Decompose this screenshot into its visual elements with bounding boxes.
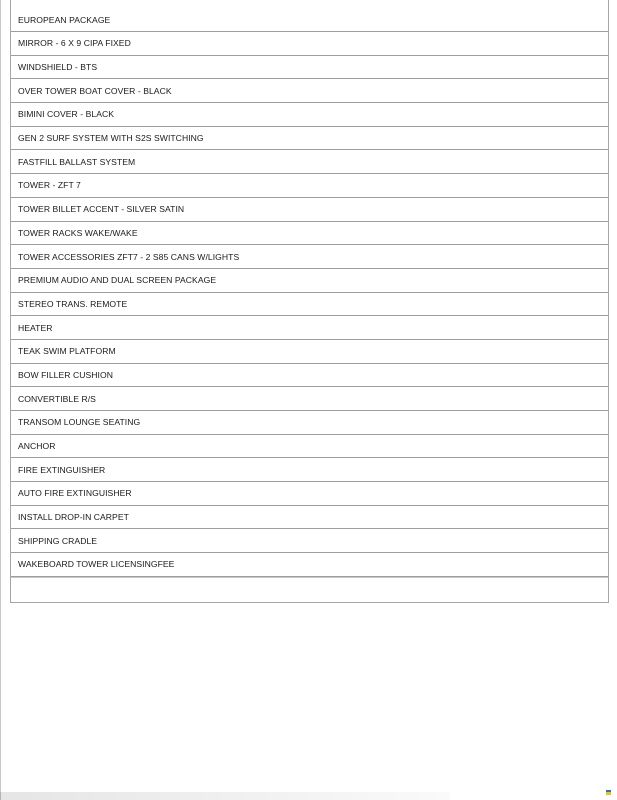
option-label: WINDSHIELD - BTS [18,62,98,73]
empty-row [11,577,608,603]
option-row [11,222,608,246]
option-row [11,506,608,530]
option-label: TRANSOM LOUNGE SEATING [18,417,141,428]
option-label: OVER TOWER BOAT COVER - BLACK [18,85,172,96]
option-label: SHIPPING CRADLE [18,535,98,546]
option-row [11,32,608,56]
option-row [11,79,608,103]
options-table [10,0,609,603]
option-row [11,269,608,293]
option-label: TEAK SWIM PLATFORM [18,346,116,357]
option-row [11,529,608,553]
option-label: FASTFILL BALLAST SYSTEM [18,156,136,167]
option-row [11,387,608,411]
option-label: ANCHOR [18,441,56,452]
option-row [11,245,608,269]
option-label: INSTALL DROP-IN CARPET [18,512,129,523]
option-row [11,364,608,388]
option-row [11,482,608,506]
option-row [11,435,608,459]
option-row [11,458,608,482]
option-label: HEATER [18,322,53,333]
option-label: WAKEBOARD TOWER LICENSINGFEE [18,559,175,570]
option-label: AUTO FIRE EXTINGUISHER [18,488,132,499]
option-label: BOW FILLER CUSHION [18,369,113,380]
option-row [11,340,608,364]
option-row [11,198,608,222]
option-row [11,127,608,151]
option-label: BIMINI COVER - BLACK [18,109,115,120]
option-label: TOWER - ZFT 7 [18,180,81,191]
option-label: TOWER ACCESSORIES ZFT7 - 2 S85 CANS W/LIGHTS [18,251,240,262]
option-row [11,293,608,317]
option-row [11,150,608,174]
option-label: MIRROR - 6 X 9 CIPA FIXED [18,38,131,49]
option-row [11,316,608,340]
page-edge [0,0,1,800]
corner-logo-icon [606,790,611,795]
page-bottom-shadow [0,792,450,800]
option-row [11,103,608,127]
option-row [11,174,608,198]
option-label: EUROPEAN PACKAGE [18,14,111,25]
option-label: CONVERTIBLE R/S [18,393,96,404]
option-label: FIRE EXTINGUISHER [18,464,106,475]
option-label: STEREO TRANS. REMOTE [18,298,128,309]
option-label: GEN 2 SURF SYSTEM WITH S2S SWITCHING [18,133,204,144]
option-row [11,553,608,577]
option-row [11,56,608,80]
option-label: TOWER BILLET ACCENT - SILVER SATIN [18,204,185,215]
option-row [11,0,608,32]
option-label: PREMIUM AUDIO AND DUAL SCREEN PACKAGE [18,275,217,286]
option-label: TOWER RACKS WAKE/WAKE [18,227,138,238]
option-row [11,411,608,435]
